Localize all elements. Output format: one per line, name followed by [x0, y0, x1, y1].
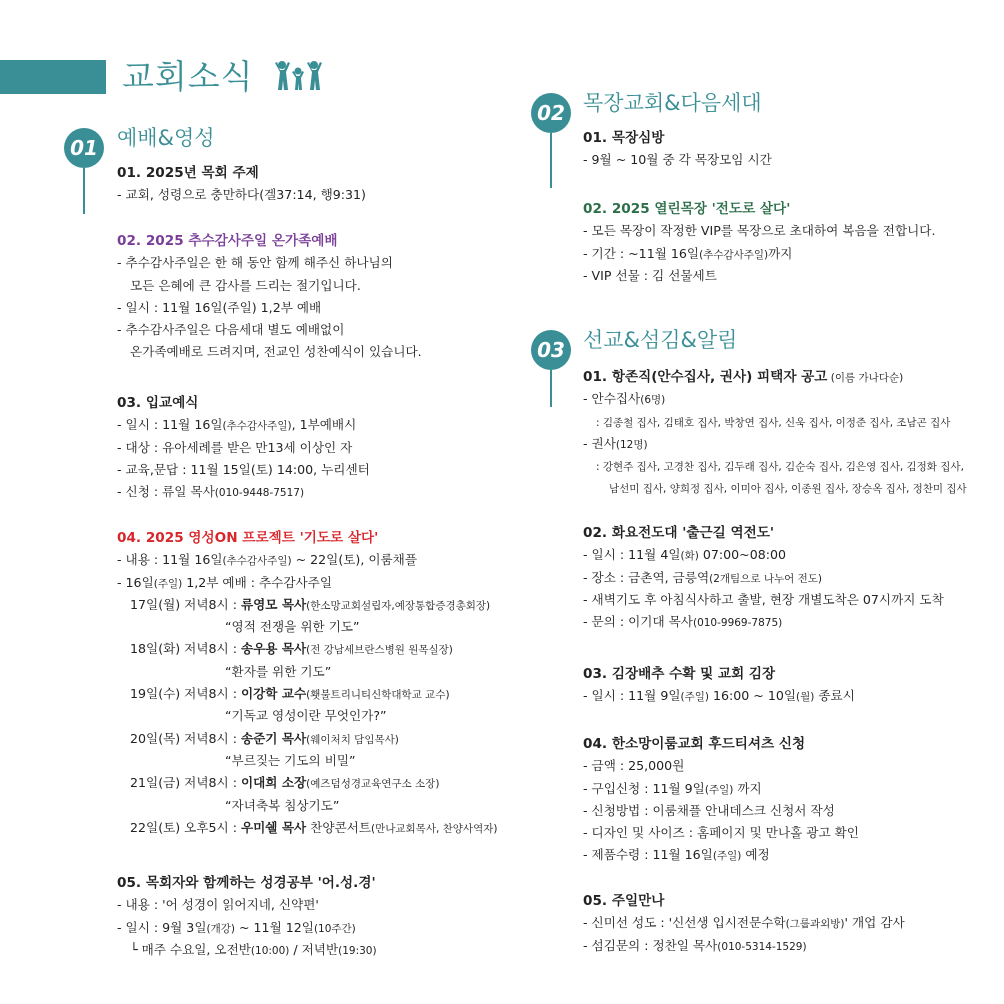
- speaker-row: 18일(화) 저녁8시 : 송우용 목사(전 강남세브란스병원 원목실장): [130, 641, 453, 657]
- text-line: - 섬김문의 : 정찬일 목사(010-5314-1529): [583, 937, 807, 953]
- right-s2: [583, 198, 935, 287]
- section-line-01: [83, 168, 85, 214]
- section-title-worship: 예배&영성: [117, 126, 215, 150]
- heading: 05. 목회자와 함께하는 성경공부 '어.성.경': [117, 875, 376, 891]
- header-accent-bar: [0, 60, 106, 94]
- text-line: - 문의 : 이기대 목사(010-9969-7875): [583, 614, 783, 630]
- heading: 04. 한소망이룸교회 후드티셔츠 신청: [583, 736, 806, 752]
- left-s5: [117, 872, 377, 961]
- text-line: - 장소 : 금촌역, 금릉역(2개팀으로 나누어 전도): [583, 569, 822, 585]
- speaker-topic: “부르짖는 기도의 비밀”: [225, 752, 356, 768]
- section-badge-02: 02: [531, 93, 571, 133]
- text-line: └ 매주 수요일, 오전반(10:00) / 저녁반(19:30): [130, 941, 377, 957]
- right-b-s4: [583, 733, 859, 867]
- speaker-topic: “영적 전쟁을 위한 기도”: [225, 619, 360, 635]
- section-line-02: [550, 133, 552, 188]
- section-line-03: [550, 370, 552, 407]
- speaker-row: 19일(수) 저녁8시 : 이강학 교수(횃불트리니티신학대학교 교수): [130, 686, 450, 702]
- speaker-row: 20일(목) 저녁8시 : 송준기 목사(웨이처치 담임목사): [130, 730, 399, 746]
- text-line: 모든 은혜에 큰 감사를 드리는 절기입니다.: [130, 277, 361, 293]
- heading: 02. 2025 추수감사주일 온가족예배: [117, 233, 338, 249]
- page-title: 교회소식: [122, 57, 254, 96]
- text-line: 온가족예배로 드려지며, 전교인 성찬예식이 있습니다.: [130, 344, 422, 360]
- text-line: - 권사(12명): [583, 435, 648, 451]
- text-line: - VIP 선물 : 김 선물세트: [583, 267, 717, 283]
- text-line: - 기간 : ~11월 16일(추수감사주일)까지: [583, 245, 793, 261]
- text-line: - 교회, 성령으로 충만하다(겔37:14, 행9:31): [117, 187, 366, 203]
- text-line: - 내용 : 11월 16일(추수감사주일) ~ 22일(토), 이룸채플: [117, 552, 417, 568]
- text-line: - 일시 : 11월 4일(화) 07:00~08:00: [583, 547, 786, 563]
- speaker-row: 17일(월) 저녁8시 : 류영모 목사(한소망교회설립자,예장통합증경총회장): [130, 596, 491, 612]
- right-b-s5: [583, 890, 905, 957]
- text-line: - 디자인 및 사이즈 : 홈페이지 및 만나홀 광고 확인: [583, 825, 859, 841]
- text-line: - 새벽기도 후 아침식사하고 출발, 현장 개별도착은 07시까지 도착: [583, 591, 944, 607]
- text-line: - 9월 ~ 10월 중 각 목장모임 시간: [583, 152, 772, 168]
- speaker-row: 22일(토) 오후5시 : 우미쉘 목사 찬양콘서트(만나교회목사, 찬양사역자): [130, 819, 498, 835]
- text-line: - 추수감사주일은 다음세대 별도 예배없이: [117, 322, 345, 338]
- text-line: - 일시 : 11월 9일(주일) 16:00 ~ 10일(월) 종료시: [583, 688, 855, 704]
- right-b-s1: [583, 366, 967, 500]
- heading: 04. 2025 영성ON 프로젝트 '기도로 살다': [117, 530, 379, 546]
- text-line: - 일시 : 11월 16일(주일) 1,2부 예배: [117, 299, 322, 315]
- text-line: - 대상 : 유아세례를 받은 만13세 이상인 자: [117, 439, 353, 455]
- people-icon: [272, 60, 324, 92]
- text-line: - 16일(주일) 1,2부 예배 : 추수감사주일: [117, 574, 333, 590]
- text-line: - 구입신청 : 11월 9일(주일) 까지: [583, 780, 762, 796]
- text-line: 남선미 집사, 양희정 집사, 이미아 집사, 이종원 집사, 장승옥 집사, 정찬미 집사: [609, 483, 967, 496]
- speaker-topic: “기독교 영성이란 무엇인가?”: [225, 708, 387, 724]
- text-line: - 제품수령 : 11월 16일(주일) 예정: [583, 847, 770, 863]
- left-s2: [117, 230, 422, 364]
- heading: 01. 항존직(안수집사, 권사) 피택자 공고 (이름 가나다순): [583, 369, 904, 385]
- left-s3: [117, 392, 370, 503]
- heading: 02. 2025 열린목장 '전도로 살다': [583, 201, 791, 217]
- heading: 01. 목장심방: [583, 130, 665, 146]
- text-line: - 신청방법 : 이룸채플 안내데스크 신청서 작성: [583, 802, 835, 818]
- heading: 02. 화요전도대 '출근길 역전도': [583, 525, 775, 541]
- text-line: : 강현주 집사, 고경찬 집사, 김두래 집사, 김순숙 집사, 김은영 집사, 김정화 집사,: [596, 461, 964, 474]
- text-line: - 내용 : '어 성경이 읽어지네, 신약편': [117, 897, 319, 913]
- heading: 03. 입교예식: [117, 395, 199, 411]
- left-s4: [117, 527, 497, 839]
- text-line: - 추수감사주일은 한 해 동안 함께 해주신 하나님의: [117, 255, 393, 271]
- section-title-cell-church: 목장교회&다음세대: [583, 91, 762, 115]
- heading: 05. 주일만나: [583, 893, 665, 909]
- text-line: - 모든 목장이 작정한 VIP를 목장으로 초대하여 복음을 전합니다.: [583, 223, 936, 239]
- text-line: - 금액 : 25,000원: [583, 758, 685, 774]
- left-s1: [117, 162, 366, 207]
- speaker-row: 21일(금) 저녁8시 : 이대희 소장(예즈덤성경교육연구소 소장): [130, 775, 440, 791]
- text-line: - 안수집사(6명): [583, 391, 666, 407]
- right-s1: [583, 127, 772, 172]
- text-line: : 김종철 집사, 김태호 집사, 박창연 집사, 신욱 집사, 이정준 집사, 조남곤 집사: [596, 416, 951, 429]
- text-line: - 교육,문답 : 11월 15일(토) 14:00, 누리센터: [117, 461, 370, 477]
- speaker-topic: “환자를 위한 기도”: [225, 663, 332, 679]
- speaker-topic: “자녀축복 침상기도”: [225, 797, 340, 813]
- right-b-s2: [583, 522, 944, 633]
- text-line: - 일시 : 11월 16일(추수감사주일), 1부예배시: [117, 417, 357, 433]
- text-line: - 일시 : 9월 3일(개강) ~ 11월 12일(10주간): [117, 919, 356, 935]
- text-line: - 신미선 성도 : '신선생 입시전문수학(그룹과외방)' 개업 감사: [583, 915, 905, 931]
- section-badge-01: 01: [64, 128, 104, 168]
- section-title-mission: 선교&섬김&알림: [583, 328, 738, 352]
- right-b-s3: [583, 663, 855, 708]
- text-line: - 신청 : 류일 목사(010-9448-7517): [117, 484, 305, 500]
- heading: 03. 김장배추 수확 및 교회 김장: [583, 666, 776, 682]
- heading: 01. 2025년 목회 주제: [117, 165, 259, 181]
- section-badge-03: 03: [531, 330, 571, 370]
